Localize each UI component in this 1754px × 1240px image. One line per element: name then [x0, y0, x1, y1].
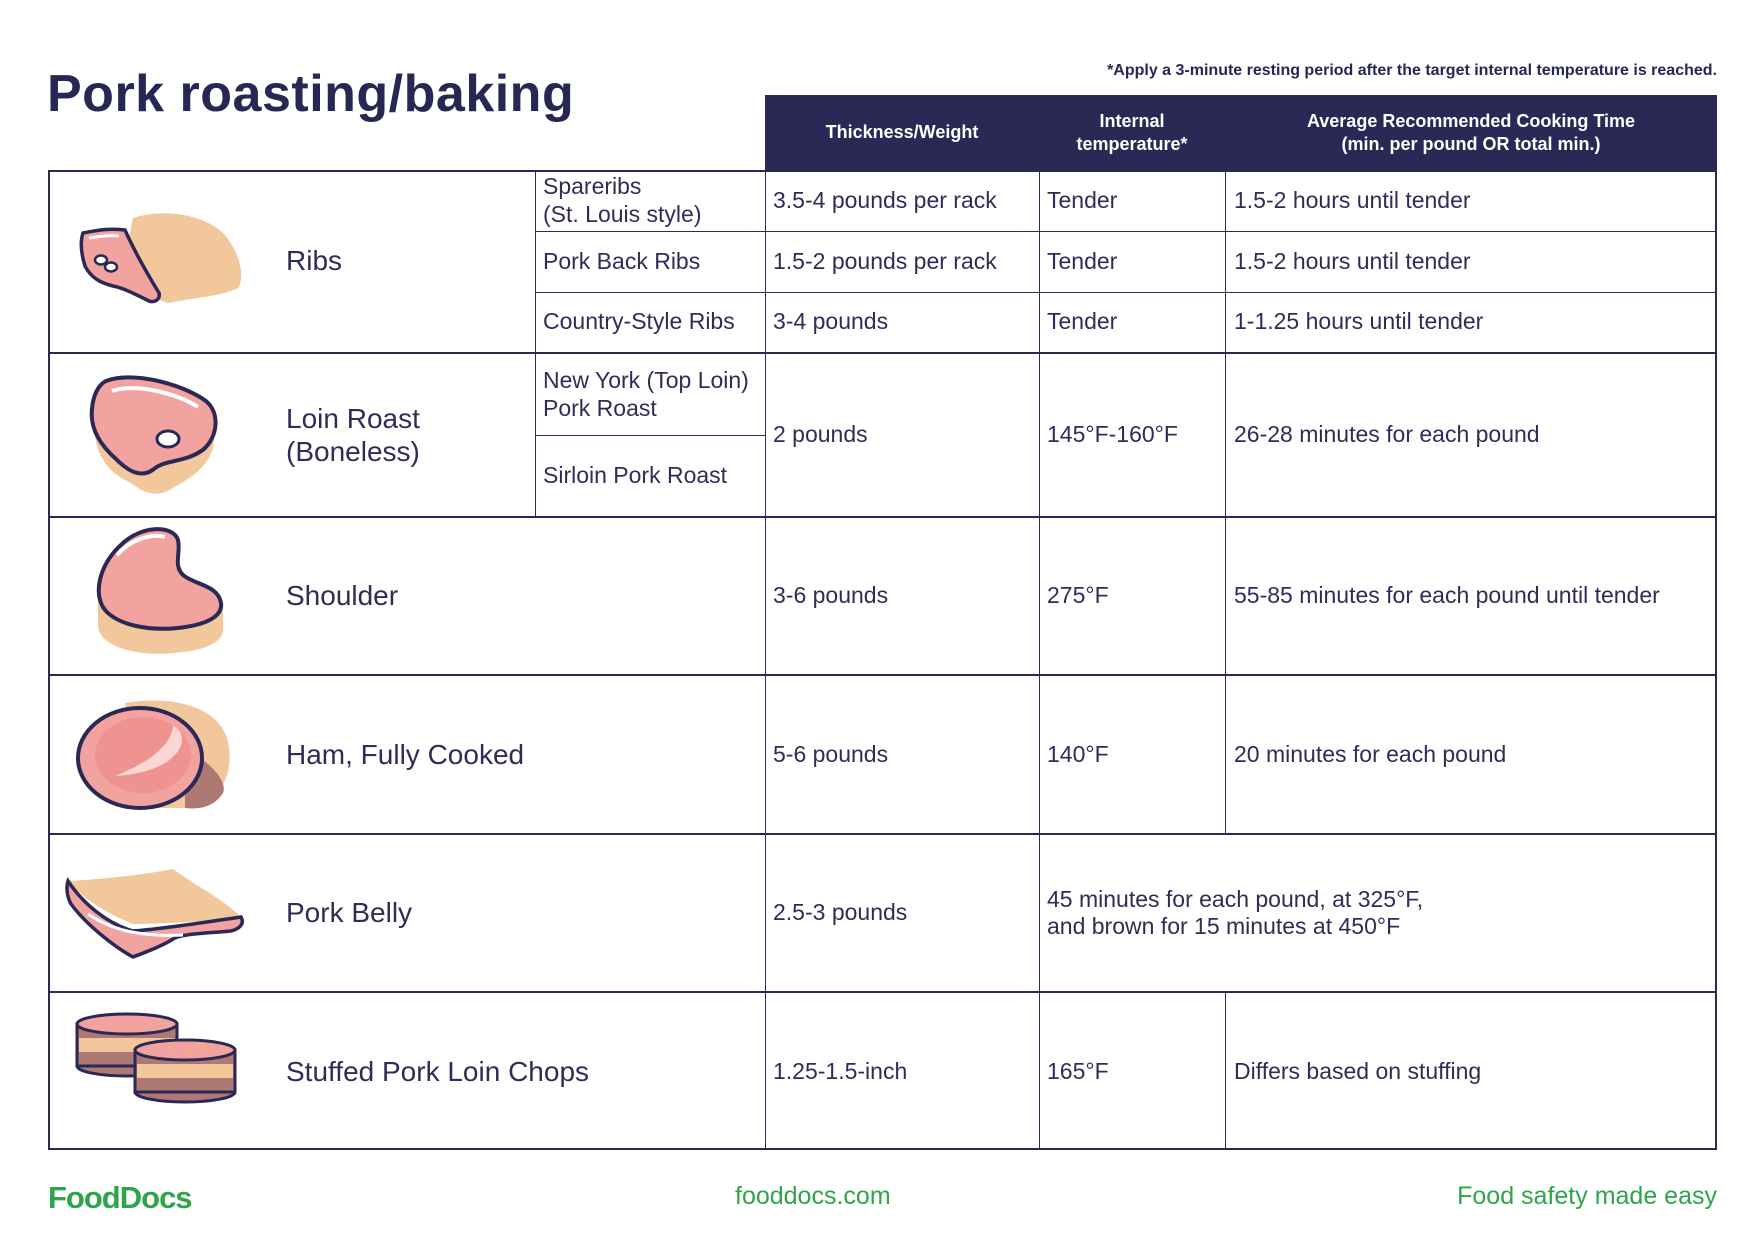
fooddocs-logo: FoodDocs: [48, 1180, 192, 1215]
pork-roasting-table: [48, 95, 1717, 1150]
loin-roast-icon: [86, 371, 226, 501]
weight-country-ribs: 3-4 pounds: [773, 308, 889, 335]
row-label-shoulder: Shoulder: [286, 580, 399, 612]
cut-spareribs: Spareribs (St. Louis style): [543, 173, 702, 227]
temp-spareribs: Tender: [1047, 186, 1118, 213]
weight-spareribs: 3.5-4 pounds per rack: [773, 186, 997, 213]
cut-sirloin: Sirloin Pork Roast: [543, 462, 728, 489]
time-country-ribs: 1-1.25 hours until tender: [1234, 308, 1484, 335]
footer-tagline: Food safety made easy: [1457, 1182, 1717, 1210]
footer-website-link[interactable]: fooddocs.com: [735, 1182, 891, 1210]
ribs-icon: [73, 208, 243, 318]
row-label-pork-belly: Pork Belly: [286, 897, 413, 929]
temp-loin: 145°F-160°F: [1047, 421, 1178, 448]
weight-loin: 2 pounds: [773, 421, 868, 448]
time-ham: 20 minutes for each pound: [1234, 740, 1507, 767]
header-cooking-time: Average Recommended Cooking Time (min. per pound OR total min.): [1306, 111, 1636, 154]
pork-belly-icon: [63, 869, 248, 964]
weight-ham: 5-6 pounds: [773, 740, 889, 767]
time-stuffed-chops: Differs based on stuffing: [1234, 1057, 1482, 1084]
row-label-ham: Ham, Fully Cooked: [286, 738, 525, 770]
temp-country-ribs: Tender: [1047, 308, 1118, 335]
cut-new-york-loin: New York (Top Loin) Pork Roast: [543, 367, 749, 421]
row-label-ribs: Ribs: [286, 245, 343, 277]
pork-chops-icon: [75, 1010, 240, 1110]
weight-shoulder: 3-6 pounds: [773, 582, 889, 609]
page-title: Pork roasting/baking: [47, 65, 575, 123]
header-thickness-weight: Thickness/Weight: [825, 122, 979, 143]
row-label-loin-roast: Loin Roast (Boneless): [286, 402, 420, 467]
temp-stuffed-chops: 165°F: [1047, 1057, 1109, 1084]
time-pork-belly: 45 minutes for each pound, at 325°F, and brown for 15 minutes at 450°F: [1047, 885, 1424, 939]
temp-shoulder: 275°F: [1047, 582, 1109, 609]
cut-back-ribs: Pork Back Ribs: [543, 247, 701, 274]
time-shoulder: 55-85 minutes for each pound until tender: [1234, 582, 1660, 609]
weight-back-ribs: 1.5-2 pounds per rack: [773, 247, 997, 274]
shoulder-icon: [93, 525, 233, 660]
weight-pork-belly: 2.5-3 pounds: [773, 899, 908, 926]
row-label-stuffed-chops: Stuffed Pork Loin Chops: [286, 1055, 590, 1087]
weight-stuffed-chops: 1.25-1.5-inch: [773, 1057, 908, 1084]
time-spareribs: 1.5-2 hours until tender: [1234, 186, 1471, 213]
time-back-ribs: 1.5-2 hours until tender: [1234, 247, 1471, 274]
ham-icon: [75, 698, 235, 813]
temp-back-ribs: Tender: [1047, 247, 1118, 274]
header-internal-temperature: Internal temperature*: [1076, 111, 1188, 154]
temp-ham: 140°F: [1047, 740, 1109, 767]
time-loin: 26-28 minutes for each pound: [1234, 421, 1540, 448]
cut-country-ribs: Country-Style Ribs: [543, 308, 735, 335]
resting-note: *Apply a 3-minute resting period after the target internal temperature is reached.: [1107, 62, 1717, 79]
